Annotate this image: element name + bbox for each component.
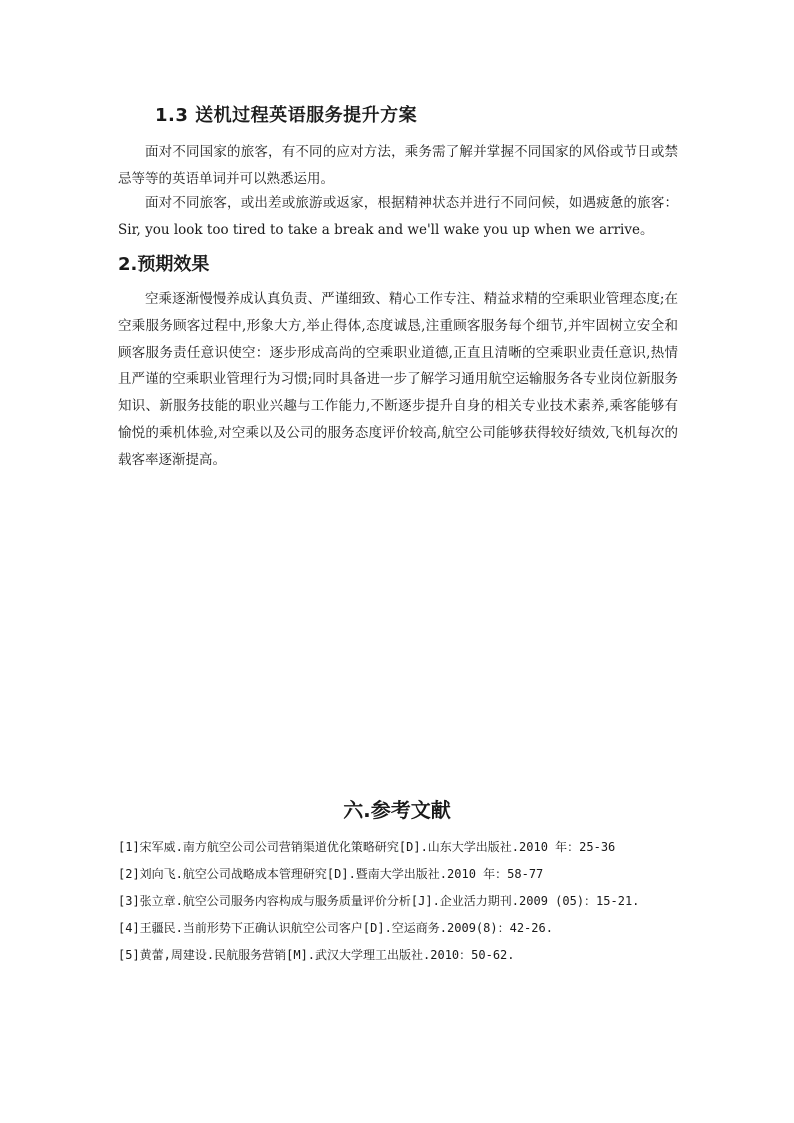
reference-item-3: [3]张立章.航空公司服务内容构成与服务质量评价分析[J].企业活力期刊.2009 (05)：15-21. — [118, 894, 640, 908]
section-2-paragraph: 空乘逐渐慢慢养成认真负责、严谨细致、精心工作专注、精益求精的空乘职业管理态度;在空乘服务顾客过程中,形象大方,举止得体,态度诚恳,注重顾客服务每个细节,并牢固树立安全和顾客服务责任意识使空：逐步形成高尚的空乘职业道德,正直且清晰的空乘职业责任意识,热情且严谨的空乘职业管理行为习惯;同时具备进一步了解学习通用航空运输服务各专业岗位新服务知识、新服务技能的职业兴趣与工作能力,不断逐步提升自身的相关专业技术素养,乘客能够有愉悦的乘机体验,对空乘以及公司的服务态度评价较高,航空公司能够获得较好绩效,飞机每次的载客率逐渐提高。 — [118, 291, 678, 468]
references-heading: 六.参考文献 — [343, 798, 451, 822]
reference-item-4: [4]王疆民.当前形势下正确认识航空公司客户[D].空运商务.2009(8)：42-26. — [118, 921, 553, 935]
reference-item-2: [2]刘向飞.航空公司战略成本管理研究[D].暨南大学出版社.2010 年：58-77 — [118, 867, 544, 881]
section-1-3-paragraph-1: 面对不同国家的旅客，有不同的应对方法，乘务需了解并掌握不同国家的风俗或节日或禁忌等等的英语单词并可以熟悉运用。 — [118, 144, 678, 187]
reference-list — [118, 834, 678, 969]
section-1-3-heading: 1.3 送机过程英语服务提升方案 — [155, 105, 418, 126]
section-1-3-paragraph-2: 面对不同旅客，或出差或旅游或返家，根据精神状态并进行不同问候，如遇疲惫的旅客：Sir, you look too tired to take a break and we'll wake you up when we arrive。 — [118, 195, 678, 238]
section-2-heading: 2.预期效果 — [118, 254, 210, 275]
reference-item-1: [1]宋军威.南方航空公司公司营销渠道优化策略研究[D].山东大学出版社.2010 年：25-36 — [118, 840, 616, 854]
reference-item-5: [5]黄蕾,周建设.民航服务营销[M].武汉大学理工出版社.2010：50-62. — [118, 948, 515, 962]
